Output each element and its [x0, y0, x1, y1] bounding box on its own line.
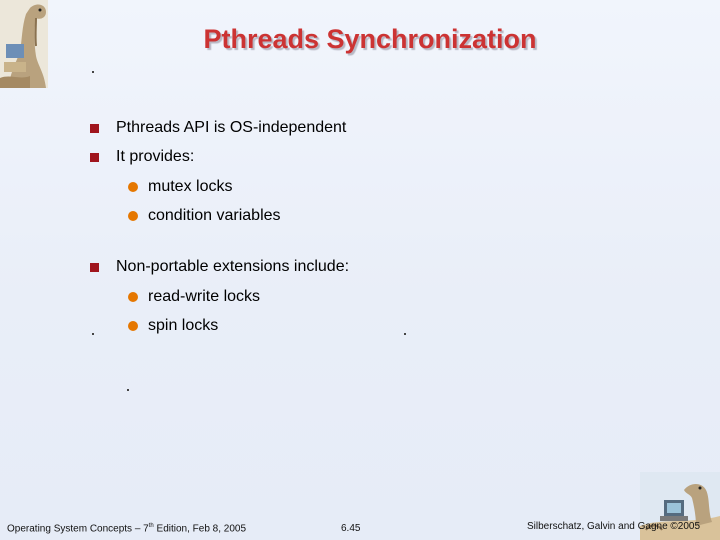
- bullet-text: Pthreads API is OS-independent: [116, 119, 347, 136]
- square-bullet-icon: [90, 153, 99, 162]
- sub-bullet-item: [128, 288, 260, 306]
- footer-copyright: Silberschatz, Galvin and Gagne ©2005: [527, 521, 701, 532]
- sub-bullet-text: condition variables: [148, 207, 281, 224]
- stray-dot: [404, 333, 406, 335]
- round-bullet-icon: [128, 292, 138, 302]
- slide-title: Pthreads Synchronization: [203, 24, 537, 54]
- round-bullet-icon: [128, 182, 138, 192]
- dinosaur-illustration-icon: [0, 0, 48, 88]
- stray-dot: [92, 333, 94, 335]
- sub-bullet-item: [128, 207, 281, 225]
- stray-dot: [92, 71, 94, 73]
- bullet-text: Non-portable extensions include:: [116, 258, 350, 275]
- bullet-item: [90, 148, 194, 166]
- bullet-text: It provides:: [116, 148, 195, 165]
- square-bullet-icon: [90, 124, 99, 133]
- footer-book-title: Operating System Concepts – 7th Edition, Feb 8, 2005: [7, 523, 247, 535]
- sub-bullet-text: spin locks: [148, 317, 219, 334]
- square-bullet-icon: [90, 263, 99, 272]
- round-bullet-icon: [128, 211, 138, 221]
- sub-bullet-item: [128, 178, 232, 196]
- sub-bullet-text: read-write locks: [148, 288, 261, 305]
- bullet-item: [90, 119, 346, 137]
- sub-bullet-item: [128, 317, 218, 335]
- sub-bullet-text: mutex locks: [148, 178, 233, 195]
- bullet-item: [90, 258, 349, 276]
- footer-page-number: 6.45: [341, 523, 361, 534]
- round-bullet-icon: [128, 321, 138, 331]
- stray-dot: [127, 389, 129, 391]
